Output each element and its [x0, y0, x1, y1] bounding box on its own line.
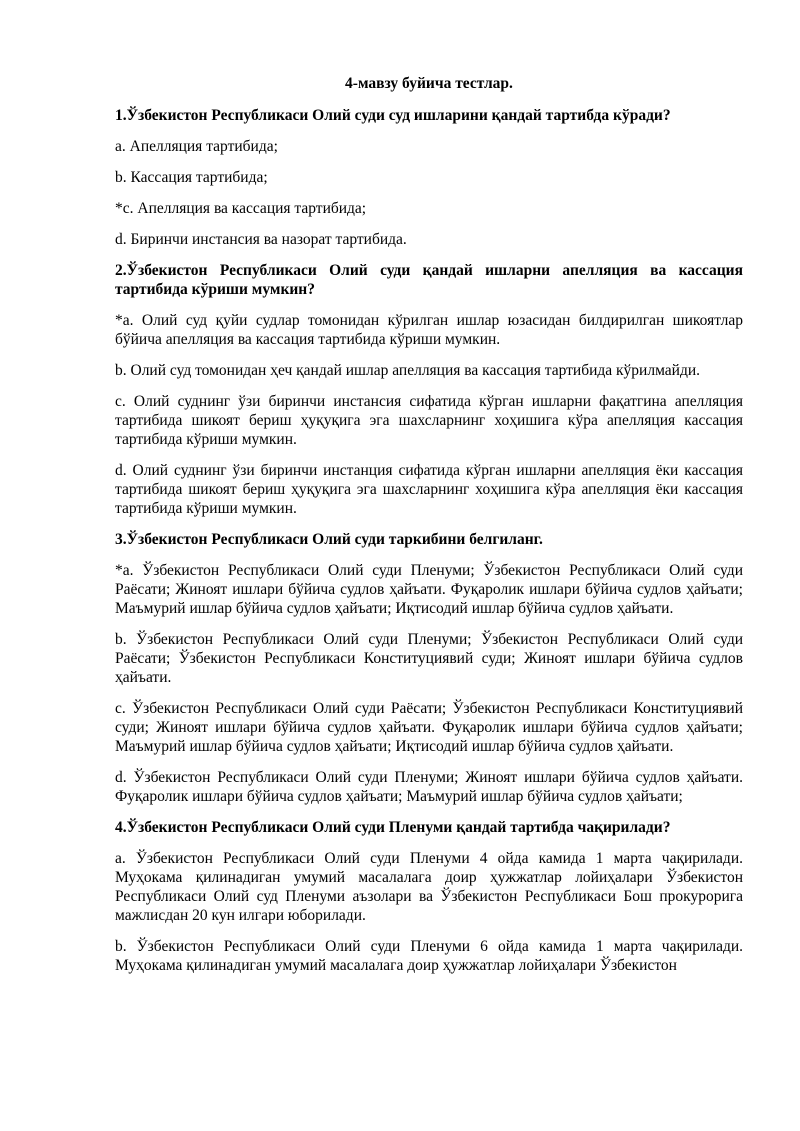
- question-2-option-d: d. Олий суднинг ўзи биринчи инстанция сифатида кўрган ишларни апелляция ёки кассация тартибида шикоят бериш ҳуқуқига эга шахсларнинг хоҳишига кўра апелляция ёки кассация тартибида кўриши мумкин.: [115, 462, 743, 517]
- question-1: 1.Ўзбекистон Республикаси Олий суди суд ишларини қандай тартибда кўради?: [115, 107, 671, 124]
- question-2: 2.Ўзбекистон Республикаси Олий суди қандай ишларни апелляция ва кассация тартибида кўриши мумкин?: [115, 262, 743, 298]
- question-3-option-b: b. Ўзбекистон Республикаси Олий суди Пленуми; Ўзбекистон Республикаси Олий суди Раёсати; Ўзбекистон Республикаси Конституциявий суди; Жиноят ишлари бўйича судлов ҳайъати.: [115, 631, 743, 686]
- question-1-option-b: b. Кассация тартибида;: [115, 169, 268, 186]
- document-body: [115, 74, 743, 987]
- question-4-option-b: b. Ўзбекистон Республикаси Олий суди Пленуми 6 ойда камида 1 марта чақирилади. Муҳокама қилинадиган умумий масалалага доир ҳужжатлар лойиҳалари Ўзбекистон: [115, 938, 743, 974]
- question-3-option-a: *a. Ўзбекистон Республикаси Олий суди Пленуми; Ўзбекистон Республикаси Олий суди Раёсати; Жиноят ишлари бўйича судлов ҳайъати. Фуқаролик ишлари бўйича судлов ҳайъати; Маъмурий ишлар бўйича судлов ҳайъати; Иқтисодий ишлар бўйича судлов ҳайъати.: [115, 562, 743, 617]
- document-title: 4-мавзу буйича тестлар.: [345, 75, 513, 92]
- question-4: 4.Ўзбекистон Республикаси Олий суди Пленуми қандай тартибда чақирилади?: [115, 819, 671, 836]
- question-1-option-c: *c. Апелляция ва кассация тартибида;: [115, 200, 367, 217]
- question-1-option-a: a. Апелляция тартибида;: [115, 138, 278, 155]
- question-3-option-c: c. Ўзбекистон Республикаси Олий суди Раёсати; Ўзбекистон Республикаси Конституциявий суди; Жиноят ишлари бўйича судлов ҳайъати. Фуқаролик ишлари бўйича судлов ҳайъати; Маъмурий ишлар бўйича судлов ҳайъати; Иқтисодий ишлар бўйича судлов ҳайъати.: [115, 700, 743, 755]
- question-2-option-a: *a. Олий суд қуйи судлар томонидан кўрилган ишлар юзасидан билдирилган шикоятлар бўйича апелляция ва кассация тартибида кўриши мумкин.: [115, 312, 743, 348]
- question-3-option-d: d. Ўзбекистон Республикаси Олий суди Пленуми; Жиноят ишлари бўйича судлов ҳайъати. Фуқаролик ишлари бўйича судлов ҳайъати; Маъмурий ишлар бўйича судлов ҳайъати;: [115, 769, 743, 805]
- question-1-option-d: d. Биринчи инстансия ва назорат тартибида.: [115, 231, 407, 248]
- question-2-option-c: c. Олий суднинг ўзи биринчи инстансия сифатида кўрган ишларни фақатгина апелляция тартибида шикоят бериш ҳуқуқига эга шахсларнинг хоҳишига кўра апелляция кассация тартибида кўриши мумкин.: [115, 393, 743, 448]
- question-2-option-b: b. Олий суд томонидан ҳеч қандай ишлар апелляция ва кассация тартибида кўрилмайди.: [115, 362, 701, 379]
- question-4-option-a: a. Ўзбекистон Республикаси Олий суди Пленуми 4 ойда камида 1 марта чақирилади. Муҳокама қилинадиган умумий масалалага доир ҳужжатлар лойиҳалари Ўзбекистон Республикаси Олий суд Пленуми аъзолари ва Ўзбекистон Республикаси Бош прокурорига мажлисдан 20 кун илгари юборилади.: [115, 850, 743, 924]
- question-3: 3.Ўзбекистон Республикаси Олий суди таркибини белгиланг.: [115, 531, 543, 548]
